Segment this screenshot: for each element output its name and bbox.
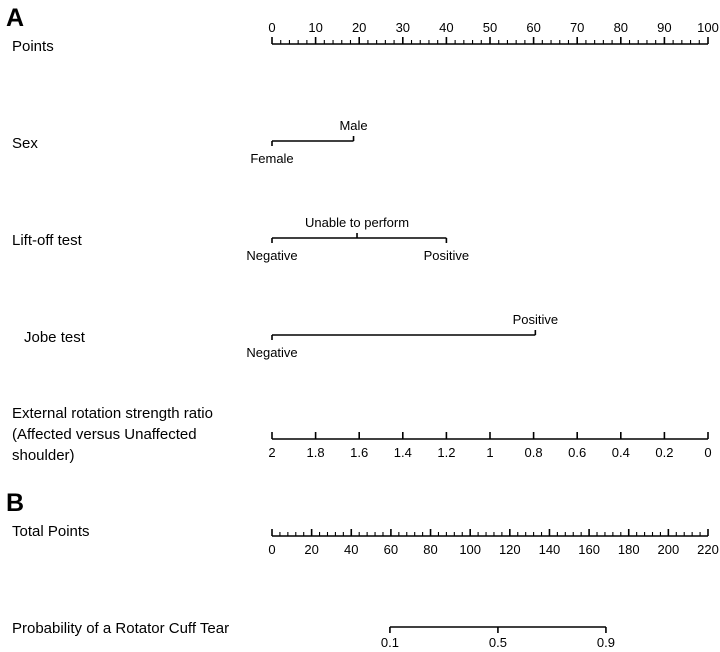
points-tick-label-100: 100 (697, 20, 719, 35)
total-points-tick-label-80: 80 (423, 542, 438, 557)
points-tick-label-10: 10 (308, 20, 323, 35)
sex-scale (250, 118, 367, 166)
ratio-row-label-line-3: shoulder) (12, 447, 75, 464)
sex-row-label: Sex (12, 135, 38, 152)
ratio-tick-label-0-6: 0.6 (568, 445, 587, 460)
jobe-test-category-positive: Positive (512, 312, 559, 327)
ratio-tick-label-0-2: 0.2 (655, 445, 674, 460)
points-tick-label-60: 60 (526, 20, 541, 35)
points-tick-label-70: 70 (569, 20, 585, 35)
points-tick-label-20: 20 (351, 20, 367, 35)
total-points-tick-label-160: 160 (578, 542, 600, 557)
lift-off-test-category-positive: Positive (423, 248, 470, 263)
total-points-tick-label-120: 120 (498, 542, 521, 557)
ratio-row-label-line-2: (Affected versus Unaffected (12, 426, 197, 443)
sex-category-male: Male (339, 118, 368, 133)
ratio-tick-label-2: 2 (268, 445, 276, 460)
points-tick-label-40: 40 (439, 20, 454, 35)
ratio-tick-label-1-2: 1.2 (437, 445, 456, 460)
ratio-tick-label-1-8: 1.8 (306, 445, 325, 460)
points-tick-label-90: 90 (657, 20, 672, 35)
lift-off-test-scale (246, 215, 469, 263)
panel-letter-b: B (6, 489, 25, 517)
total-points-tick-label-60: 60 (383, 542, 399, 557)
ratio-tick-label-0: 0 (704, 445, 712, 460)
probability-tick-label-0-1: 0.1 (380, 635, 399, 650)
total-points-tick-label-20: 20 (304, 542, 319, 557)
ratio-tick-label-1-4: 1.4 (393, 445, 412, 460)
probability-axis (381, 627, 615, 650)
total-points-tick-label-0: 0 (268, 542, 276, 557)
probability-row-label: Probability of a Rotator Cuff Tear (12, 620, 230, 637)
lift-off-test-category-unable-to-perform: Unable to perform (304, 215, 410, 230)
ratio-tick-label-1-6: 1.6 (350, 445, 369, 460)
points-tick-label-80: 80 (613, 20, 629, 35)
jobe-test-scale (246, 312, 558, 360)
points-axis (268, 20, 718, 44)
lift-off-test-category-negative: Negative (246, 248, 298, 263)
jobe-test-category-negative: Negative (246, 345, 298, 360)
total-points-row-label: Total Points (12, 523, 90, 540)
ratio-row-label-line-1: External rotation strength ratio (12, 405, 213, 422)
points-row-label: Points (12, 38, 54, 55)
jobe-test-row-label: Jobe test (24, 329, 85, 346)
total-points-tick-label-180: 180 (617, 542, 640, 557)
total-points-tick-label-140: 140 (538, 542, 561, 557)
probability-tick-label-0-5: 0.5 (488, 635, 507, 650)
lift-off-test-row-label: Lift-off test (12, 232, 82, 249)
points-tick-label-30: 30 (395, 20, 411, 35)
points-tick-label-0: 0 (268, 20, 276, 35)
total-points-tick-label-100: 100 (459, 542, 482, 557)
probability-tick-label-0-9: 0.9 (596, 635, 615, 650)
total-points-tick-label-40: 40 (344, 542, 359, 557)
sex-category-female: Female (250, 151, 294, 166)
ratio-axis (268, 432, 711, 460)
panel-letter-a: A (6, 4, 25, 32)
total-points-axis (268, 529, 718, 557)
total-points-tick-label-220: 220 (697, 542, 719, 557)
ratio-tick-label-1: 1 (486, 445, 494, 460)
ratio-tick-label-0-8: 0.8 (524, 445, 543, 460)
ratio-tick-label-0-4: 0.4 (611, 445, 630, 460)
points-tick-label-50: 50 (482, 20, 498, 35)
total-points-tick-label-200: 200 (657, 542, 680, 557)
